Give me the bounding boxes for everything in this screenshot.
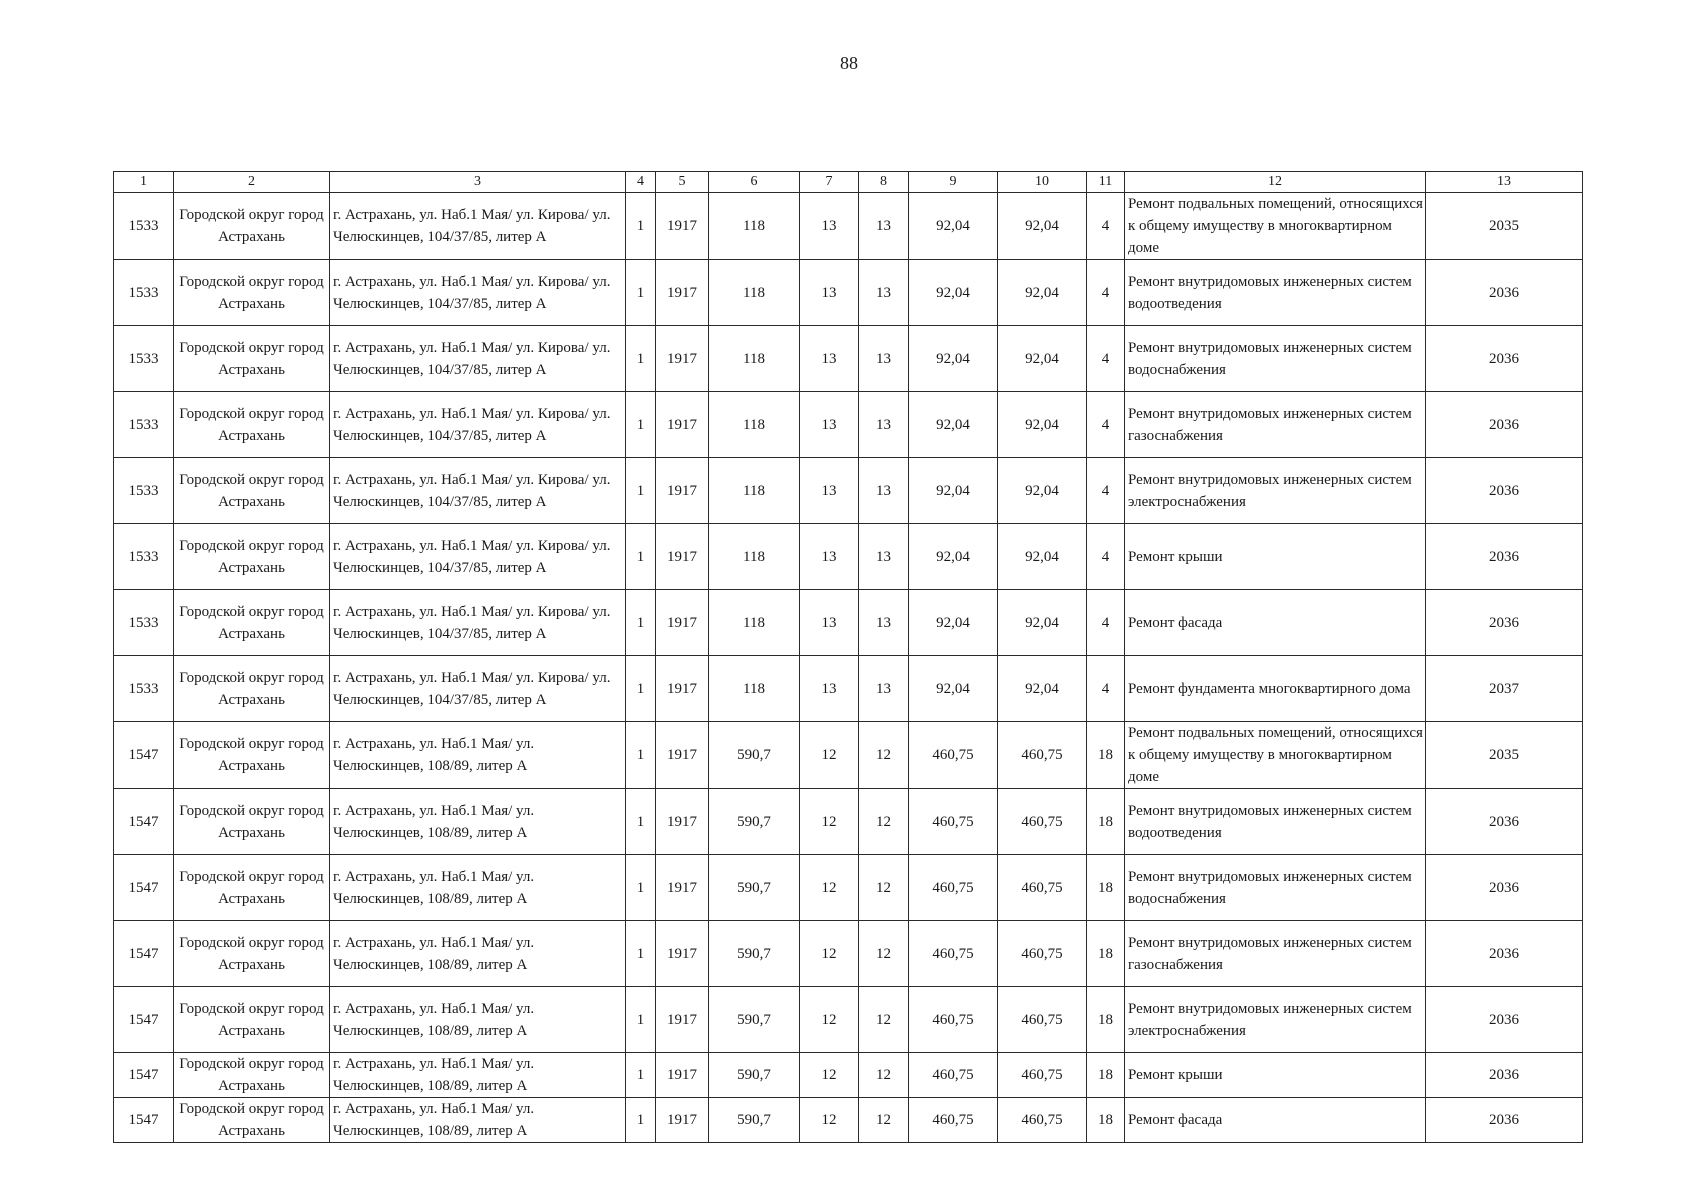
col8-cell: 13 [859, 193, 909, 260]
planned-year-cell: 2036 [1426, 987, 1583, 1053]
address-cell: г. Астрахань, ул. Наб.1 Мая/ ул. Кирова/ ул. Челюскинцев, 104/37/85, литер А [330, 458, 626, 524]
col9-cell: 92,04 [909, 524, 998, 590]
address-cell: г. Астрахань, ул. Наб.1 Мая/ ул. Кирова/ ул. Челюскинцев, 104/37/85, литер А [330, 260, 626, 326]
col10-cell: 460,75 [998, 987, 1087, 1053]
col6-cell: 590,7 [709, 855, 800, 921]
work-type-cell: Ремонт крыши [1125, 1053, 1426, 1098]
col4-cell: 1 [626, 193, 656, 260]
address-cell: г. Астрахань, ул. Наб.1 Мая/ ул. Челюскинцев, 108/89, литер А [330, 1098, 626, 1143]
work-type-cell: Ремонт фасада [1125, 590, 1426, 656]
col11-cell: 4 [1087, 524, 1125, 590]
work-type-cell: Ремонт внутридомовых инженерных систем газоснабжения [1125, 392, 1426, 458]
col11-cell: 18 [1087, 921, 1125, 987]
table-row [114, 260, 1583, 326]
address-cell: г. Астрахань, ул. Наб.1 Мая/ ул. Кирова/ ул. Челюскинцев, 104/37/85, литер А [330, 590, 626, 656]
col6-cell: 590,7 [709, 722, 800, 789]
year-built-cell: 1917 [656, 326, 709, 392]
repair-schedule-table [113, 171, 1583, 1143]
address-cell: г. Астрахань, ул. Наб.1 Мая/ ул. Кирова/ ул. Челюскинцев, 104/37/85, литер А [330, 193, 626, 260]
work-type-cell: Ремонт внутридомовых инженерных систем водоснабжения [1125, 326, 1426, 392]
col10-cell: 460,75 [998, 1053, 1087, 1098]
col8-cell: 12 [859, 789, 909, 855]
address-cell: г. Астрахань, ул. Наб.1 Мая/ ул. Кирова/ ул. Челюскинцев, 104/37/85, литер А [330, 326, 626, 392]
year-built-cell: 1917 [656, 987, 709, 1053]
col4-cell: 1 [626, 590, 656, 656]
column-header: 1 [114, 172, 174, 193]
year-built-cell: 1917 [656, 458, 709, 524]
col8-cell: 12 [859, 987, 909, 1053]
col7-cell: 12 [800, 1098, 859, 1143]
table-row [114, 921, 1583, 987]
col11-cell: 18 [1087, 1098, 1125, 1143]
col4-cell: 1 [626, 392, 656, 458]
municipality-cell: Городской округ город Астрахань [174, 855, 330, 921]
col6-cell: 118 [709, 260, 800, 326]
work-type-cell: Ремонт внутридомовых инженерных систем электроснабжения [1125, 987, 1426, 1053]
municipality-cell: Городской округ город Астрахань [174, 590, 330, 656]
col4-cell: 1 [626, 524, 656, 590]
col4-cell: 1 [626, 326, 656, 392]
col7-cell: 12 [800, 855, 859, 921]
year-built-cell: 1917 [656, 656, 709, 722]
col6-cell: 118 [709, 590, 800, 656]
municipality-cell: Городской округ город Астрахань [174, 1098, 330, 1143]
col9-cell: 92,04 [909, 458, 998, 524]
column-header: 11 [1087, 172, 1125, 193]
col4-cell: 1 [626, 921, 656, 987]
col11-cell: 18 [1087, 987, 1125, 1053]
year-built-cell: 1917 [656, 193, 709, 260]
col9-cell: 460,75 [909, 987, 998, 1053]
planned-year-cell: 2036 [1426, 524, 1583, 590]
col8-cell: 12 [859, 722, 909, 789]
planned-year-cell: 2036 [1426, 326, 1583, 392]
col9-cell: 460,75 [909, 722, 998, 789]
address-cell: г. Астрахань, ул. Наб.1 Мая/ ул. Челюскинцев, 108/89, литер А [330, 921, 626, 987]
municipality-cell: Городской округ город Астрахань [174, 722, 330, 789]
table-row [114, 590, 1583, 656]
col7-cell: 13 [800, 260, 859, 326]
col6-cell: 590,7 [709, 1098, 800, 1143]
col10-cell: 92,04 [998, 392, 1087, 458]
col8-cell: 12 [859, 1053, 909, 1098]
col10-cell: 460,75 [998, 921, 1087, 987]
page-number: 88 [840, 53, 858, 73]
col6-cell: 590,7 [709, 921, 800, 987]
building-id-cell: 1533 [114, 260, 174, 326]
municipality-cell: Городской округ город Астрахань [174, 524, 330, 590]
column-number-header-row [114, 172, 1583, 193]
col11-cell: 18 [1087, 1053, 1125, 1098]
year-built-cell: 1917 [656, 1098, 709, 1143]
planned-year-cell: 2035 [1426, 193, 1583, 260]
col10-cell: 92,04 [998, 656, 1087, 722]
building-id-cell: 1547 [114, 921, 174, 987]
col7-cell: 13 [800, 392, 859, 458]
building-id-cell: 1533 [114, 458, 174, 524]
col8-cell: 13 [859, 326, 909, 392]
column-header: 10 [998, 172, 1087, 193]
table-row [114, 326, 1583, 392]
building-id-cell: 1547 [114, 987, 174, 1053]
building-id-cell: 1533 [114, 590, 174, 656]
municipality-cell: Городской округ город Астрахань [174, 458, 330, 524]
col7-cell: 13 [800, 524, 859, 590]
col9-cell: 92,04 [909, 326, 998, 392]
col6-cell: 118 [709, 392, 800, 458]
building-id-cell: 1547 [114, 722, 174, 789]
planned-year-cell: 2036 [1426, 458, 1583, 524]
col11-cell: 18 [1087, 855, 1125, 921]
municipality-cell: Городской округ город Астрахань [174, 987, 330, 1053]
col10-cell: 460,75 [998, 855, 1087, 921]
col6-cell: 118 [709, 326, 800, 392]
column-header: 5 [656, 172, 709, 193]
table-row [114, 1053, 1583, 1098]
col7-cell: 12 [800, 987, 859, 1053]
col7-cell: 12 [800, 1053, 859, 1098]
col10-cell: 92,04 [998, 524, 1087, 590]
planned-year-cell: 2037 [1426, 656, 1583, 722]
col6-cell: 590,7 [709, 987, 800, 1053]
municipality-cell: Городской округ город Астрахань [174, 392, 330, 458]
column-header: 4 [626, 172, 656, 193]
col10-cell: 460,75 [998, 789, 1087, 855]
year-built-cell: 1917 [656, 392, 709, 458]
work-type-cell: Ремонт внутридомовых инженерных систем газоснабжения [1125, 921, 1426, 987]
planned-year-cell: 2036 [1426, 590, 1583, 656]
table-row [114, 987, 1583, 1053]
municipality-cell: Городской округ город Астрахань [174, 921, 330, 987]
col4-cell: 1 [626, 722, 656, 789]
year-built-cell: 1917 [656, 921, 709, 987]
column-header: 13 [1426, 172, 1583, 193]
col6-cell: 118 [709, 524, 800, 590]
col9-cell: 460,75 [909, 921, 998, 987]
address-cell: г. Астрахань, ул. Наб.1 Мая/ ул. Челюскинцев, 108/89, литер А [330, 1053, 626, 1098]
work-type-cell: Ремонт внутридомовых инженерных систем водоотведения [1125, 260, 1426, 326]
building-id-cell: 1547 [114, 1053, 174, 1098]
col4-cell: 1 [626, 789, 656, 855]
table-row [114, 392, 1583, 458]
col4-cell: 1 [626, 1098, 656, 1143]
work-type-cell: Ремонт подвальных помещений, относящихся к общему имуществу в многоквартирном доме [1125, 193, 1426, 260]
address-cell: г. Астрахань, ул. Наб.1 Мая/ ул. Кирова/ ул. Челюскинцев, 104/37/85, литер А [330, 656, 626, 722]
work-type-cell: Ремонт внутридомовых инженерных систем водоснабжения [1125, 855, 1426, 921]
year-built-cell: 1917 [656, 855, 709, 921]
col8-cell: 13 [859, 590, 909, 656]
col7-cell: 13 [800, 656, 859, 722]
col10-cell: 92,04 [998, 193, 1087, 260]
col8-cell: 12 [859, 1098, 909, 1143]
address-cell: г. Астрахань, ул. Наб.1 Мая/ ул. Челюскинцев, 108/89, литер А [330, 722, 626, 789]
work-type-cell: Ремонт внутридомовых инженерных систем водоотведения [1125, 789, 1426, 855]
table-row [114, 524, 1583, 590]
col8-cell: 12 [859, 855, 909, 921]
col6-cell: 118 [709, 193, 800, 260]
year-built-cell: 1917 [656, 789, 709, 855]
col4-cell: 1 [626, 458, 656, 524]
col10-cell: 92,04 [998, 590, 1087, 656]
col11-cell: 4 [1087, 193, 1125, 260]
col11-cell: 18 [1087, 789, 1125, 855]
col4-cell: 1 [626, 855, 656, 921]
col9-cell: 460,75 [909, 855, 998, 921]
work-type-cell: Ремонт внутридомовых инженерных систем электроснабжения [1125, 458, 1426, 524]
municipality-cell: Городской округ город Астрахань [174, 1053, 330, 1098]
col9-cell: 92,04 [909, 392, 998, 458]
planned-year-cell: 2036 [1426, 1053, 1583, 1098]
col9-cell: 460,75 [909, 1098, 998, 1143]
col4-cell: 1 [626, 260, 656, 326]
col8-cell: 12 [859, 921, 909, 987]
col6-cell: 118 [709, 458, 800, 524]
building-id-cell: 1533 [114, 326, 174, 392]
col8-cell: 13 [859, 524, 909, 590]
column-header: 12 [1125, 172, 1426, 193]
column-header: 3 [330, 172, 626, 193]
column-header: 6 [709, 172, 800, 193]
col11-cell: 4 [1087, 260, 1125, 326]
col4-cell: 1 [626, 656, 656, 722]
col9-cell: 92,04 [909, 590, 998, 656]
address-cell: г. Астрахань, ул. Наб.1 Мая/ ул. Кирова/ ул. Челюскинцев, 104/37/85, литер А [330, 524, 626, 590]
table-row [114, 789, 1583, 855]
table-row [114, 458, 1583, 524]
column-header: 7 [800, 172, 859, 193]
col11-cell: 4 [1087, 656, 1125, 722]
address-cell: г. Астрахань, ул. Наб.1 Мая/ ул. Челюскинцев, 108/89, литер А [330, 789, 626, 855]
planned-year-cell: 2036 [1426, 1098, 1583, 1143]
col4-cell: 1 [626, 987, 656, 1053]
table-row [114, 1098, 1583, 1143]
year-built-cell: 1917 [656, 722, 709, 789]
col8-cell: 13 [859, 260, 909, 326]
planned-year-cell: 2035 [1426, 722, 1583, 789]
col8-cell: 13 [859, 392, 909, 458]
year-built-cell: 1917 [656, 590, 709, 656]
address-cell: г. Астрахань, ул. Наб.1 Мая/ ул. Кирова/ ул. Челюскинцев, 104/37/85, литер А [330, 392, 626, 458]
col7-cell: 13 [800, 193, 859, 260]
work-type-cell: Ремонт крыши [1125, 524, 1426, 590]
work-type-cell: Ремонт подвальных помещений, относящихся к общему имуществу в многоквартирном доме [1125, 722, 1426, 789]
col9-cell: 92,04 [909, 260, 998, 326]
col11-cell: 4 [1087, 458, 1125, 524]
col10-cell: 92,04 [998, 458, 1087, 524]
year-built-cell: 1917 [656, 524, 709, 590]
col6-cell: 590,7 [709, 789, 800, 855]
col7-cell: 12 [800, 722, 859, 789]
col6-cell: 590,7 [709, 1053, 800, 1098]
col11-cell: 18 [1087, 722, 1125, 789]
municipality-cell: Городской округ город Астрахань [174, 193, 330, 260]
column-header: 9 [909, 172, 998, 193]
col10-cell: 460,75 [998, 722, 1087, 789]
year-built-cell: 1917 [656, 1053, 709, 1098]
planned-year-cell: 2036 [1426, 392, 1583, 458]
table-row [114, 722, 1583, 789]
col9-cell: 92,04 [909, 656, 998, 722]
building-id-cell: 1533 [114, 524, 174, 590]
planned-year-cell: 2036 [1426, 789, 1583, 855]
col11-cell: 4 [1087, 392, 1125, 458]
column-header: 8 [859, 172, 909, 193]
planned-year-cell: 2036 [1426, 260, 1583, 326]
building-id-cell: 1533 [114, 193, 174, 260]
municipality-cell: Городской округ город Астрахань [174, 326, 330, 392]
col7-cell: 13 [800, 590, 859, 656]
col7-cell: 12 [800, 789, 859, 855]
building-id-cell: 1547 [114, 855, 174, 921]
work-type-cell: Ремонт фасада [1125, 1098, 1426, 1143]
building-id-cell: 1533 [114, 392, 174, 458]
building-id-cell: 1547 [114, 1098, 174, 1143]
table-body [114, 193, 1583, 1143]
col10-cell: 460,75 [998, 1098, 1087, 1143]
planned-year-cell: 2036 [1426, 855, 1583, 921]
col11-cell: 4 [1087, 590, 1125, 656]
table-row [114, 855, 1583, 921]
col6-cell: 118 [709, 656, 800, 722]
col9-cell: 92,04 [909, 193, 998, 260]
address-cell: г. Астрахань, ул. Наб.1 Мая/ ул. Челюскинцев, 108/89, литер А [330, 987, 626, 1053]
table-row [114, 193, 1583, 260]
col10-cell: 92,04 [998, 326, 1087, 392]
municipality-cell: Городской округ город Астрахань [174, 260, 330, 326]
municipality-cell: Городской округ город Астрахань [174, 789, 330, 855]
col11-cell: 4 [1087, 326, 1125, 392]
planned-year-cell: 2036 [1426, 921, 1583, 987]
col7-cell: 13 [800, 326, 859, 392]
col9-cell: 460,75 [909, 789, 998, 855]
work-type-cell: Ремонт фундамента многоквартирного дома [1125, 656, 1426, 722]
col7-cell: 12 [800, 921, 859, 987]
address-cell: г. Астрахань, ул. Наб.1 Мая/ ул. Челюскинцев, 108/89, литер А [330, 855, 626, 921]
col8-cell: 13 [859, 458, 909, 524]
building-id-cell: 1533 [114, 656, 174, 722]
col4-cell: 1 [626, 1053, 656, 1098]
col7-cell: 13 [800, 458, 859, 524]
col10-cell: 92,04 [998, 260, 1087, 326]
municipality-cell: Городской округ город Астрахань [174, 656, 330, 722]
col8-cell: 13 [859, 656, 909, 722]
year-built-cell: 1917 [656, 260, 709, 326]
table-row [114, 656, 1583, 722]
building-id-cell: 1547 [114, 789, 174, 855]
col9-cell: 460,75 [909, 1053, 998, 1098]
column-header: 2 [174, 172, 330, 193]
